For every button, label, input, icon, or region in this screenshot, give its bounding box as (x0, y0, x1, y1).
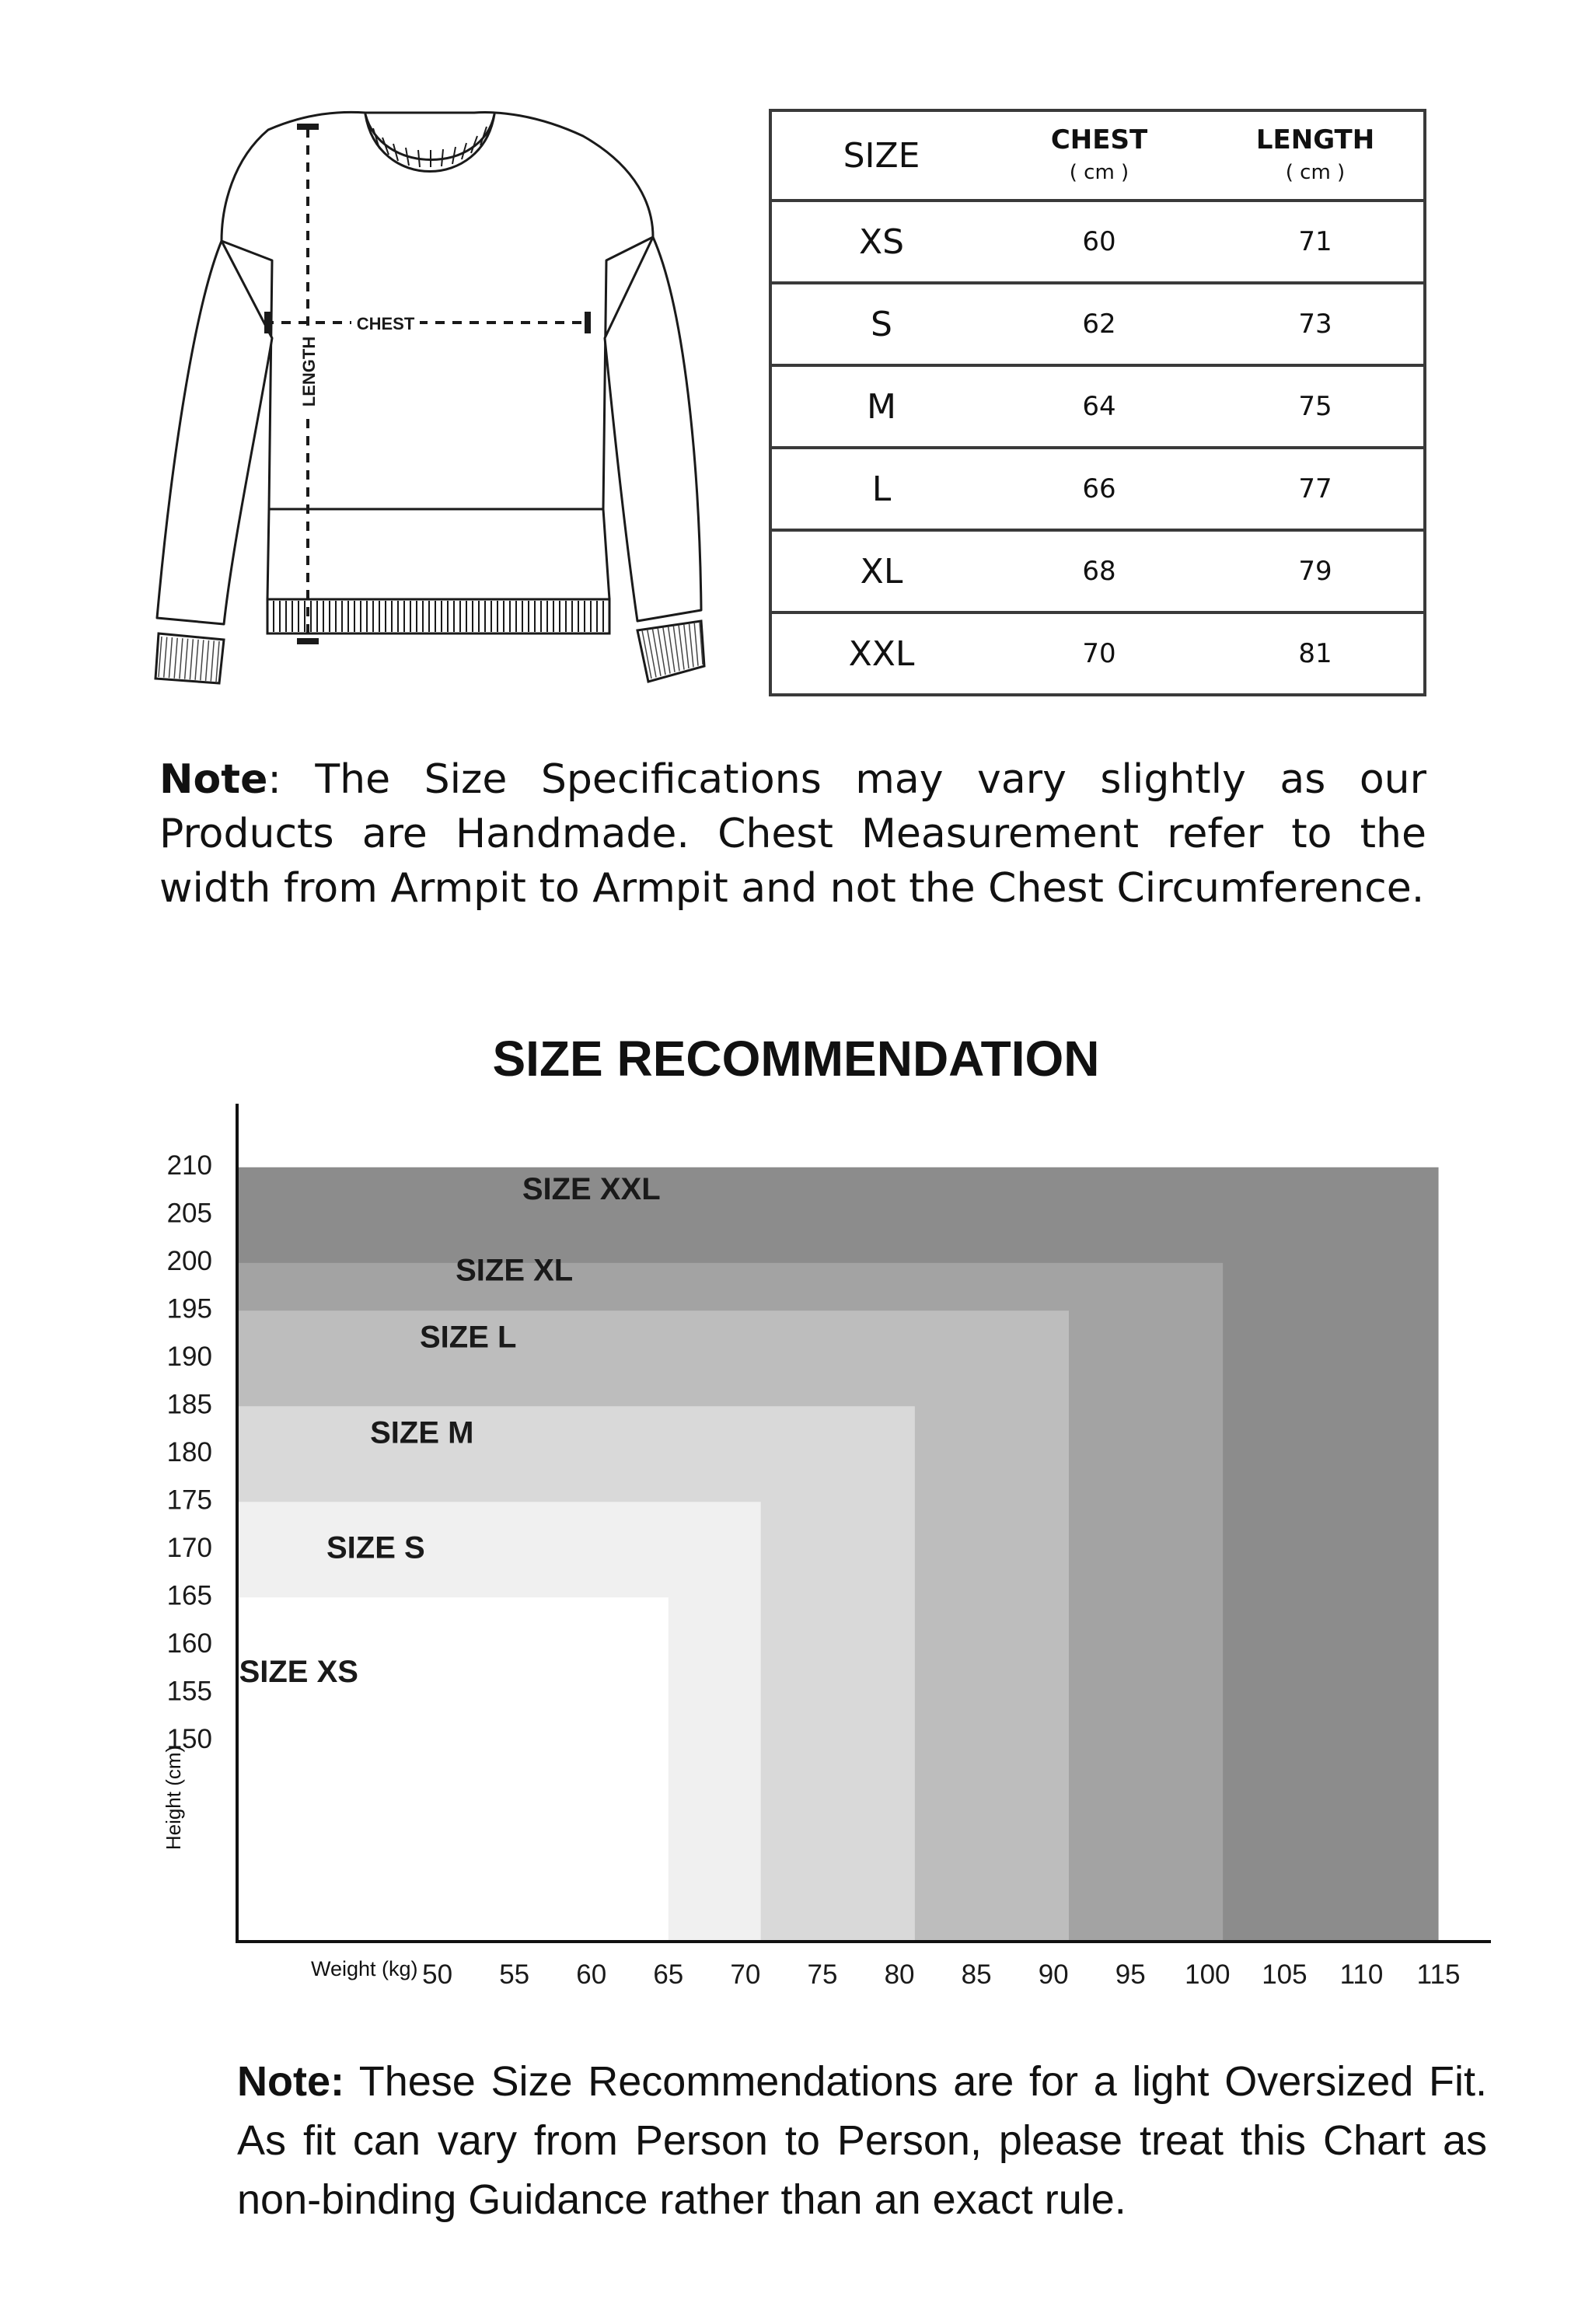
header-chest-label: CHEST (1050, 124, 1148, 155)
size-spec-note (159, 752, 1426, 916)
size-recommendation-chart (0, 1104, 1592, 2005)
header-chest-unit: ( cm ) (1069, 161, 1129, 184)
x-tick-label: 110 (1339, 1959, 1384, 1990)
cell-size: XL (770, 530, 991, 612)
y-tick-label: 185 (166, 1389, 212, 1420)
size-table (769, 109, 1426, 696)
y-tick-label: 160 (166, 1628, 212, 1659)
x-tick-label: 65 (653, 1959, 684, 1990)
header-length (1207, 110, 1425, 201)
cell-length: 73 (1207, 283, 1425, 365)
y-tick-label: 200 (166, 1246, 212, 1277)
cell-length: 77 (1207, 448, 1425, 530)
cell-length: 71 (1207, 201, 1425, 283)
cell-size: XS (770, 201, 991, 283)
table-row (770, 283, 1425, 365)
region-label: SIZE M (370, 1415, 474, 1450)
chart-title: SIZE RECOMMENDATION (492, 1031, 1100, 1087)
table-row (770, 530, 1425, 612)
table-row (770, 365, 1425, 448)
x-tick-label: 90 (1038, 1959, 1069, 1990)
cell-chest: 68 (991, 530, 1207, 612)
cell-length: 79 (1207, 530, 1425, 612)
cell-chest: 64 (991, 365, 1207, 448)
table-row (770, 612, 1425, 695)
cell-size: L (770, 448, 991, 530)
x-tick-label: 80 (884, 1959, 915, 1990)
region-label: SIZE XL (456, 1253, 574, 1288)
y-tick-label: 155 (166, 1676, 212, 1707)
cell-chest: 70 (991, 612, 1207, 695)
y-tick-label: 195 (166, 1293, 212, 1324)
x-tick-label: 50 (422, 1959, 453, 1990)
header-length-unit: ( cm ) (1285, 161, 1346, 184)
y-tick-label: 170 (166, 1532, 212, 1563)
x-tick-label: 55 (499, 1959, 530, 1990)
y-tick-label: 205 (166, 1198, 212, 1229)
cell-chest: 60 (991, 201, 1207, 283)
note-label: Note: (237, 2058, 344, 2105)
table-row (770, 448, 1425, 530)
region-label: SIZE XS (239, 1655, 358, 1690)
y-axis-label: Height (cm) (162, 1745, 185, 1851)
sweatshirt-diagram (148, 105, 731, 711)
size-region-size-xs (237, 1597, 669, 1942)
length-label: LENGTH (299, 336, 319, 407)
x-tick-label: 95 (1115, 1959, 1146, 1990)
y-tick-label: 210 (166, 1150, 212, 1181)
header-length-label: LENGTH (1255, 124, 1375, 155)
region-label: SIZE L (419, 1320, 517, 1355)
x-tick-label: 75 (807, 1959, 838, 1990)
x-tick-label: 115 (1416, 1959, 1461, 1990)
note-label: Note (159, 756, 268, 803)
header-size: SIZE (770, 110, 991, 201)
y-tick-label: 180 (166, 1437, 212, 1468)
x-tick-label: 100 (1185, 1959, 1231, 1990)
x-tick-label: 105 (1262, 1959, 1307, 1990)
cell-length: 75 (1207, 365, 1425, 448)
cell-size: S (770, 283, 991, 365)
recommendation-note (237, 2052, 1487, 2229)
table-row (770, 201, 1425, 283)
x-tick-label: 60 (576, 1959, 607, 1990)
x-tick-label: 85 (961, 1959, 992, 1990)
note-text: These Size Recommendations are for a light Oversized Fit. As fit can vary from Person to Person, please treat this Chart as non-binding Guidance rather than an exact rule. (237, 2058, 1487, 2223)
region-label: SIZE XXL (522, 1172, 661, 1207)
cell-size: M (770, 365, 991, 448)
y-tick-label: 190 (166, 1342, 212, 1373)
cell-chest: 66 (991, 448, 1207, 530)
cell-chest: 62 (991, 283, 1207, 365)
region-label: SIZE S (326, 1530, 425, 1565)
x-tick-label: 70 (730, 1959, 761, 1990)
x-axis-label: Weight (kg) (311, 1957, 418, 1980)
cell-length: 81 (1207, 612, 1425, 695)
y-tick-label: 165 (166, 1580, 212, 1611)
y-tick-label: 150 (166, 1723, 212, 1754)
y-tick-label: 175 (166, 1485, 212, 1516)
cell-size: XXL (770, 612, 991, 695)
chest-label: CHEST (356, 314, 415, 333)
note-text: : The Size Specifications may vary slightly as our Products are Handmade. Chest Measurement refer to the width from Armpit to Armpit and not the Chest Circumference. (159, 756, 1426, 912)
table-header-row (770, 110, 1425, 201)
header-chest (991, 110, 1207, 201)
